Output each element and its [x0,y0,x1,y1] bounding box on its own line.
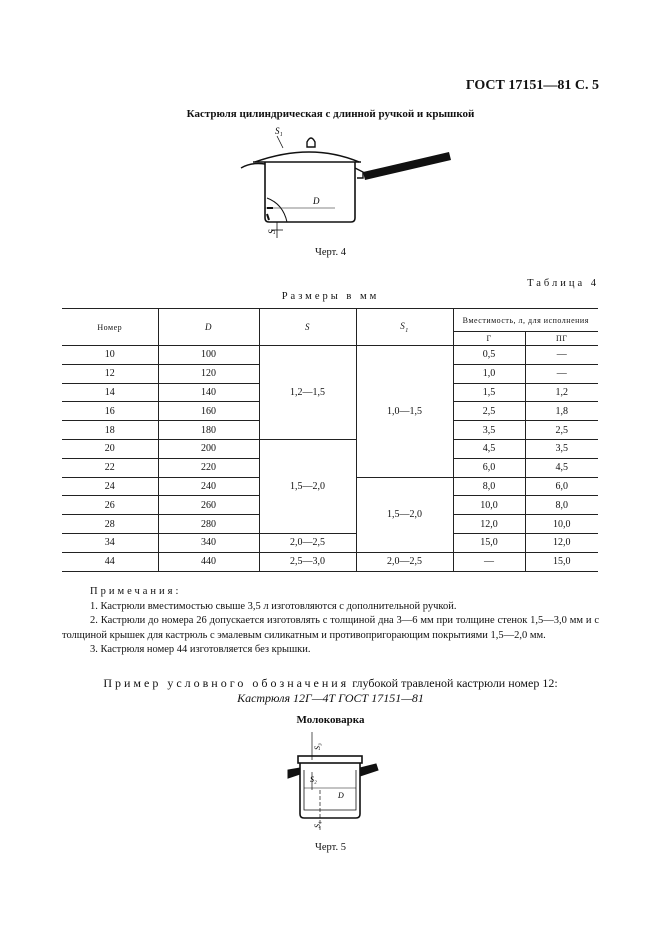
cell-pg: — [525,346,598,365]
cell-g: 2,5 [453,402,525,421]
cell-g: 3,5 [453,421,525,440]
cell-number: 20 [62,439,158,458]
cell-g: 6,0 [453,458,525,477]
right-handle [360,764,378,776]
label-s1: S₁ [313,821,322,828]
cell-pg: 2,5 [525,421,598,440]
header-pg: ПГ [525,332,598,346]
table-number: Таблица 4 [527,278,599,289]
label-s3: S₃ [313,743,322,750]
cell-d: 120 [158,364,259,383]
cell-s-group: 2,0—2,5 [259,533,356,552]
cell-d: 180 [158,421,259,440]
header-s1: $S_1$ [356,309,453,346]
cell-d: 440 [158,552,259,571]
figure-5-caption: Черт. 5 [315,842,346,853]
figure-5-drawing [280,730,390,834]
note-1: 1. Кастрюли вместимостью свыше 3,5 л изготовляются с дополнительной ручкой. [90,600,457,612]
cell-pg: 1,8 [525,402,598,421]
header-number: Номер [62,309,158,346]
cell-number: 10 [62,346,158,365]
cell-g: 4,5 [453,439,525,458]
cell-d: 260 [158,496,259,515]
pot-lid [255,152,359,162]
label-s2: S₂ [310,775,317,784]
cell-number: 16 [62,402,158,421]
cell-number: 18 [62,421,158,440]
cell-s-group: 2,5—3,0 [259,552,356,571]
header-capacity: Вместимость, л, для исполнения [453,309,598,332]
cell-pg: — [525,364,598,383]
cell-d: 160 [158,402,259,421]
label-s1: S₁ [275,126,283,136]
cell-pg: 1,2 [525,383,598,402]
cell-g: 8,0 [453,477,525,496]
notes-block [62,585,599,658]
table-row [62,346,598,365]
cell-pg: 15,0 [525,552,598,571]
cell-g: 1,5 [453,383,525,402]
pot-handle [363,152,451,180]
figure-4-caption: Черт. 4 [315,247,346,258]
page-header: ГОСТ 17151—81 С. 5 [465,78,599,93]
cell-pg: 4,5 [525,458,598,477]
cell-number: 34 [62,533,158,552]
figure-4-drawing [225,122,465,240]
cell-pg: 12,0 [525,533,598,552]
cell-g: 12,0 [453,515,525,534]
cell-s1-group: 1,5—2,0 [356,477,453,552]
notes-title: Примечания: [90,586,182,597]
dimensions-table [62,308,598,572]
lid-knob [307,138,315,147]
cell-number: 24 [62,477,158,496]
cell-s1-group: 1,0—1,5 [356,346,453,478]
label-d: D [338,791,344,800]
lid [298,756,362,763]
cell-s-group: 1,2—1,5 [259,346,356,440]
pot-body [265,162,355,222]
cell-number: 26 [62,496,158,515]
cell-g: 1,0 [453,364,525,383]
cell-d: 140 [158,383,259,402]
cell-g: 15,0 [453,533,525,552]
table-row [62,439,598,458]
cell-g: 0,5 [453,346,525,365]
example-designation: Кастрюля 12Г—4Т ГОСТ 17151—81 [237,691,424,705]
left-handle [288,768,300,778]
cell-g: — [453,552,525,571]
figure-4-title: Кастрюля цилиндрическая с длинной ручкой и крышкой [186,108,475,120]
example-rest: глубокой травленой кастрюли номер 12: [349,676,558,690]
example-lead: Пример условного обозначения [103,676,350,690]
table-units: Размеры в мм [281,291,380,302]
note-2: 2. Кастрюли до номера 26 допускается изготовлять с толщиной дна 3—6 мм при толщине стенок 1,5—3,0 мм и с толщиной крышек для кастрюль с эмалевым силикатным и противопригорающим покрытиями 1,5—2,0 мм. [62,615,599,641]
cell-number: 12 [62,364,158,383]
cell-number: 14 [62,383,158,402]
cell-d: 100 [158,346,259,365]
table-row [62,552,598,571]
cell-number: 44 [62,552,158,571]
cell-d: 240 [158,477,259,496]
note-3: 3. Кастрюля номер 44 изготовляется без крышки. [90,644,311,655]
figure-5-title: Молоковарка [296,714,365,726]
cell-s-group: 1,5—2,0 [259,439,356,533]
label-d: D [313,196,320,206]
cell-s1-group: 2,0—2,5 [356,552,453,571]
cell-number: 22 [62,458,158,477]
cell-pg: 6,0 [525,477,598,496]
header-d: D [158,309,259,346]
cell-g: 10,0 [453,496,525,515]
table-row [62,533,598,552]
cell-d: 220 [158,458,259,477]
header-s: S [259,309,356,346]
cell-d: 340 [158,533,259,552]
header-g: Г [453,332,525,346]
cell-pg: 10,0 [525,515,598,534]
cell-pg: 8,0 [525,496,598,515]
example-line [0,676,661,691]
cell-number: 28 [62,515,158,534]
cell-pg: 3,5 [525,439,598,458]
cell-d: 200 [158,439,259,458]
label-s: S [267,229,277,234]
cell-d: 280 [158,515,259,534]
